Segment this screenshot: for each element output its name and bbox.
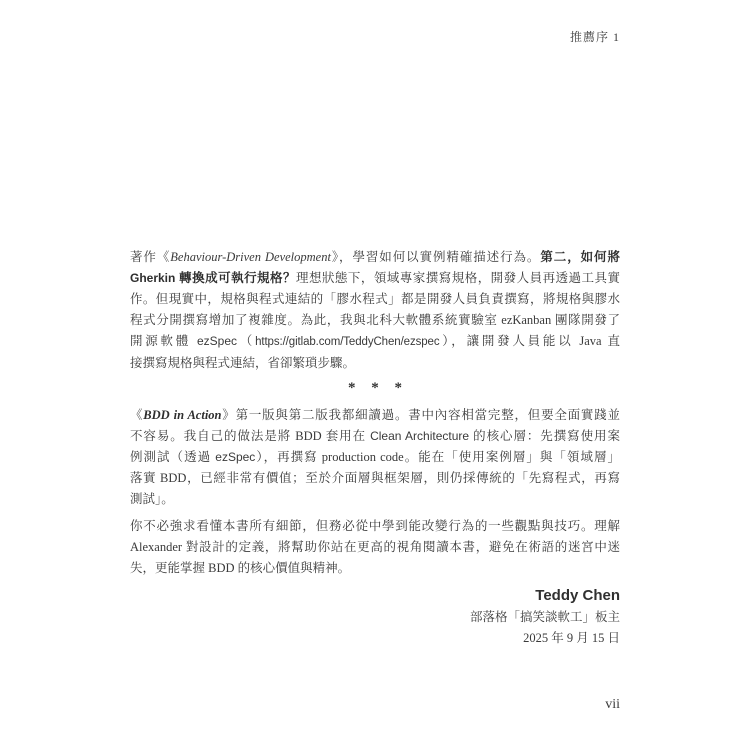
text-line [130, 310, 620, 331]
text-segment: 的核心層：先撰寫使用案 [469, 429, 620, 443]
text-segment: 第二，如何將 [540, 250, 620, 264]
text-line [130, 353, 620, 374]
text-line [130, 426, 620, 447]
text-line [130, 558, 620, 579]
section-separator: * * * [348, 380, 408, 396]
text-segment: 你不必強求看懂本書所有細節，但務必從中學到能改變行為的一些觀點與技巧。理解 [130, 519, 620, 533]
text-segment: 開源軟體 [130, 334, 197, 348]
text-segment: ），讓開發人員能以 Java 直 [439, 334, 620, 348]
text-segment: Alexander 對設計的定義，將幫助你站在更高的視角閱讀本書，避免在術語的迷宮中迷 [130, 540, 620, 554]
text-line [130, 247, 620, 268]
text-segment: Behaviour-Driven Development [170, 250, 331, 264]
text-segment: ezSpec [215, 450, 256, 464]
text-line [130, 331, 620, 353]
text-line [130, 447, 620, 468]
text-segment: 著作《 [130, 250, 171, 264]
text-segment: 接撰寫規格與程式連結，省卻繁瑣步驟。 [130, 356, 356, 370]
text-segment: BDD in Action [143, 408, 222, 422]
text-segment: 》，學習如何以實例精確描述行為。 [330, 250, 541, 264]
text-segment: 例測試（透過 [130, 450, 216, 464]
text-segment: Gherkin [130, 271, 180, 285]
text-segment: 》第一版與第二版我都細讀過。書中內容相當完整，但要全面實踐並 [221, 408, 620, 422]
text-line [130, 268, 620, 289]
signature-name: Teddy Chen [535, 587, 620, 604]
text-segment: ），再撰寫 production code。能在「使用案例層」與「領域層」 [255, 450, 620, 464]
text-segment: 測試」。 [130, 492, 174, 506]
text-segment: 落實 BDD，已經非常有價值；至於介面層與框架層，則仍採傳統的「先寫程式，再寫 [130, 471, 620, 485]
page-number: vii [605, 697, 620, 712]
text-line [130, 516, 620, 537]
text-segment: （ [237, 334, 256, 348]
page-content [130, 247, 620, 649]
text-line [130, 405, 620, 426]
text-line [130, 489, 620, 510]
signature-role: 部落格「搞笑談軟工」板主 [469, 610, 620, 624]
text-segment: 失，更能掌握 BDD 的核心價值與精神。 [130, 561, 351, 575]
paragraph [130, 247, 620, 374]
signature-date: 2025 年 9 月 15 日 [523, 631, 620, 645]
text-line [130, 537, 620, 558]
text-segment: ezSpec [196, 334, 238, 348]
text-segment: 作。但現實中，規格與程式連結的「膠水程式」都是開發人員負責撰寫，將規格與膠水 [130, 292, 620, 306]
text-segment: 《 [130, 408, 144, 422]
text-segment: 轉換成可執行規格？ [179, 271, 296, 285]
paragraph [130, 516, 620, 579]
signature-block [130, 585, 620, 649]
text-line [130, 289, 620, 310]
text-segment: Clean Architecture [370, 429, 470, 443]
paragraph [130, 405, 620, 510]
text-segment: 不容易。我自己的做法是將 BDD 套用在 [130, 429, 371, 443]
text-segment: 理想狀態下，領域專家撰寫規格，開發人員再透過工具實 [295, 271, 620, 285]
text-segment: 程式分開撰寫增加了複雜度。為此，我與北科大軟體系統實驗室 ezKanban 團隊開發了 [130, 313, 620, 327]
body-paragraphs [130, 247, 620, 579]
running-header: 推薦序 1 [569, 30, 620, 44]
text-line [130, 468, 620, 489]
text-segment: https://gitlab.com/TeddyChen/ezspec [255, 336, 440, 348]
